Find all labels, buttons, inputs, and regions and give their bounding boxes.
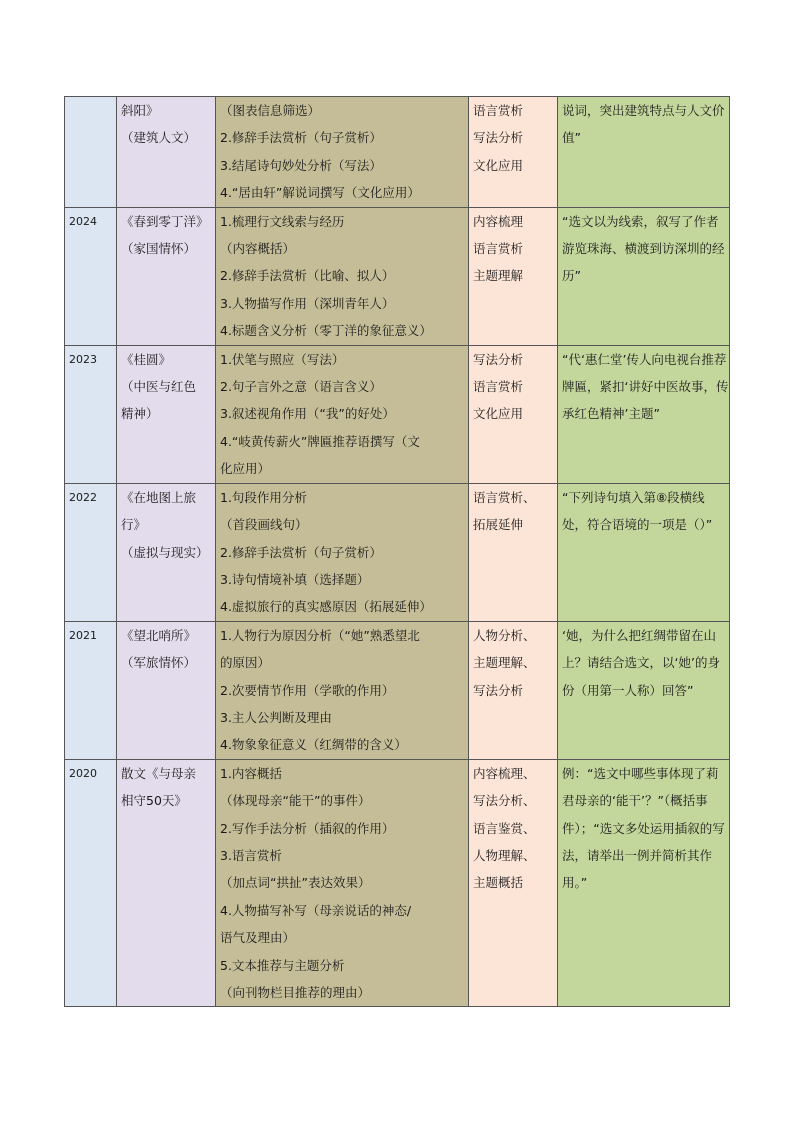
points-cell: （图表信息筛选） 2.修辞手法赏析（句子赏析） 3.结尾诗句妙处分析（写法） 4.“居由轩”解说词撰写（文化应用） xyxy=(216,97,469,208)
year-cell: 2024 xyxy=(65,207,117,345)
table-row xyxy=(65,483,730,621)
example-cell: 说词，突出建筑特点与人文价值” xyxy=(558,97,730,208)
type-cell: 内容梳理 语言赏析 主题理解 xyxy=(469,207,558,345)
table-row xyxy=(65,97,730,208)
points-cell: 1.内容概括 （体现母亲“能干”的事件） 2.写作手法分析（插叙的作用） 3.语言赏析 （加点词“拱扯”表达效果） 4.人物描写补写（母亲说话的神态/ 语气及理由） 5.文本推荐与主题分析 （向刊物栏目推荐的理由） xyxy=(216,759,469,1007)
title-cell: 《望北哨所》 （军旅情怀） xyxy=(117,621,216,759)
type-cell: 内容梳理、 写法分析、 语言鉴赏、 人物理解、 主题概括 xyxy=(469,759,558,1007)
table-row xyxy=(65,621,730,759)
table-row xyxy=(65,759,730,1007)
points-cell: 1.梳理行文线索与经历 （内容概括） 2.修辞手法赏析（比喻、拟人） 3.人物描写作用（深圳青年人） 4.标题含义分析（零丁洋的象征意义） xyxy=(216,207,469,345)
table-row xyxy=(65,345,730,483)
example-cell: ‘她，为什么把红绸带留在山上？请结合选文，以‘她’的身份（用第一人称）回答” xyxy=(558,621,730,759)
example-cell: “下列诗句填入第⑧段横线处，符合语境的一项是（）” xyxy=(558,483,730,621)
year-cell: 2021 xyxy=(65,621,117,759)
year-cell: 2023 xyxy=(65,345,117,483)
table-row xyxy=(65,207,730,345)
year-cell xyxy=(65,97,117,208)
points-cell: 1.伏笔与照应（写法） 2.句子言外之意（语言含义） 3.叙述视角作用（“我”的好处） 4.“岐黄传薪火”牌匾推荐语撰写（文 化应用） xyxy=(216,345,469,483)
year-cell: 2020 xyxy=(65,759,117,1007)
title-cell: 散文《与母亲 相守50天》 xyxy=(117,759,216,1007)
type-cell: 语言赏析、 拓展延伸 xyxy=(469,483,558,621)
points-cell: 1.人物行为原因分析（“她”熟悉望北 的原因） 2.次要情节作用（学歌的作用） 3.主人公判断及理由 4.物象象征意义（红绸带的含义） xyxy=(216,621,469,759)
title-cell: 《在地图上旅 行》 （虚拟与现实） xyxy=(117,483,216,621)
type-cell: 语言赏析 写法分析 文化应用 xyxy=(469,97,558,208)
example-cell: 例：“选文中哪些事体现了莉君母亲的‘能干’？”（概括事件）；“选文多处运用插叙的写法，请举出一例并简析其作用。” xyxy=(558,759,730,1007)
title-cell: 斜阳》 （建筑人文） xyxy=(117,97,216,208)
type-cell: 写法分析 语言赏析 文化应用 xyxy=(469,345,558,483)
example-cell: “代‘惠仁堂’传人向电视台推荐牌匾，紧扣‘讲好中医故事，传承红色精神’主题” xyxy=(558,345,730,483)
type-cell: 人物分析、 主题理解、 写法分析 xyxy=(469,621,558,759)
exam-analysis-table xyxy=(64,96,730,1007)
year-cell: 2022 xyxy=(65,483,117,621)
title-cell: 《春到零丁洋》 （家国情怀） xyxy=(117,207,216,345)
title-cell: 《桂圆》 （中医与红色 精神） xyxy=(117,345,216,483)
points-cell: 1.句段作用分析 （首段画线句） 2.修辞手法赏析（句子赏析） 3.诗句情境补填（选择题） 4.虚拟旅行的真实感原因（拓展延伸） xyxy=(216,483,469,621)
example-cell: “选文以为线索，叙写了作者游览珠海、横渡到访深圳的经历” xyxy=(558,207,730,345)
